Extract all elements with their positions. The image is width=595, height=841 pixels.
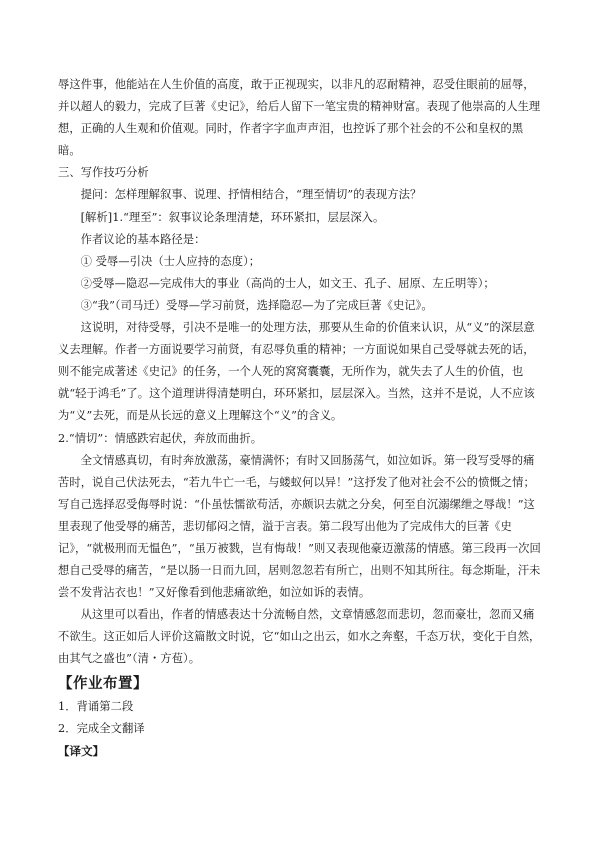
paragraph-conclusion: 从这里可以看出，作者的情感表达十分流畅自然，文章情感忽而悲切，忽而豪壮，忽而又痛不欲生。这正如后人评价这篇散文时说，它“如山之出云，如水之奔壑，千态万状，变化于自然，由其气之盛也”（清・方苞）。 [58,608,541,666]
paragraph-emotion: 全文情感真切，有时奔放激荡，豪情满怀；有时又回肠荡气，如泣如诉。第一段写受辱的痛苦时，说自己伏法死去，“若九牛亡一毛，与蝼蚁何以异！”这抒发了他对社会不公的愤慨之情；写自己选择忍受侮辱时说：“仆虽怯懦欲苟活，亦颇识去就之分矣，何至自沉溺缧绁之辱哉！”这里表现了他受辱的痛苦，悲切郁闷之情，溢于言表。第二段写出他为了完成伟大的巨著《史记》，“就极刑而无愠色”，“虽万被戮，岂有悔哉！”则又表现他豪迈激荡的情感。第三段再一次回想自己受辱的痛苦，“是以肠一日而九回，居则忽忽若有所亡，出则不知其所往。每念斯耻，汗未尝不发背沾衣也！”又好像看到他悲痛欲绝，如泣如诉的表情。 [58,453,541,600]
argument-path-2: ②受辱—隐忍—完成伟大的事业（高尚的士人，如文王、孔子、屈原、左丘明等）； [80,276,495,290]
argument-path-1: ① 受辱—引决（士人应持的态度）； [80,254,261,268]
section-heading-writing-techniques: 三、写作技巧分析 [58,166,149,180]
question-text: 提问：怎样理解叙事、说理、抒情相结合，“理至情切”的表现方法？ [80,188,422,202]
analysis-point-1: [解析]1.“理至”：叙事议论条理清楚，环环紧扣，层层深入。 [80,210,385,224]
paragraph-explanation: 这说明，对待受辱，引决不是唯一的处理方法，那要从生命的价值来认识，从“义”的深层意义去理解。作者一方面说要学习前贤，有忍辱负重的精神；一方面说如果自己受辱就去死的话，则不能完成著述《史记》的任务，一个人死的窝窝囊囊，无所作为，就失去了人生的价值，也就“轻于鸿毛”了。这个道理讲得清楚明白，环环紧扣，层层深入。当然，这并不是说，人不应该为“义”去死，而是从长远的意义上理解这个“义”的含义。 [58,321,535,423]
paragraph-summary: 辱这件事，他能站在人生价值的高度，敢于正视现实，以非凡的忍耐精神，忍受住眼前的屈辱，并以超人的毅力，完成了巨著《史记》，给后人留下一笔宝贵的精神财富。表现了他崇高的人生理想，正确的人生观和价值观。同时，作者字字血声声泪，也控诉了那个社会的不公和皇权的黑暗。 [58,78,541,158]
homework-item-1: 1．背诵第二段 [58,699,134,713]
homework-item-2: 2．完成全文翻译 [58,721,145,735]
homework-heading: 【作业布置】 [58,675,148,692]
document-body [58,74,544,762]
translation-label: 【译文】 [58,743,105,758]
argument-path-3: ③“我”（司马迁）受辱—学习前贤，选择隐忍—为了完成巨著《史记》。 [80,298,433,312]
analysis-point-2: 2.“情切”：情感跌宕起伏，奔放而曲折。 [58,431,263,445]
argument-path-intro: 作者议论的基本路径是： [80,232,206,246]
